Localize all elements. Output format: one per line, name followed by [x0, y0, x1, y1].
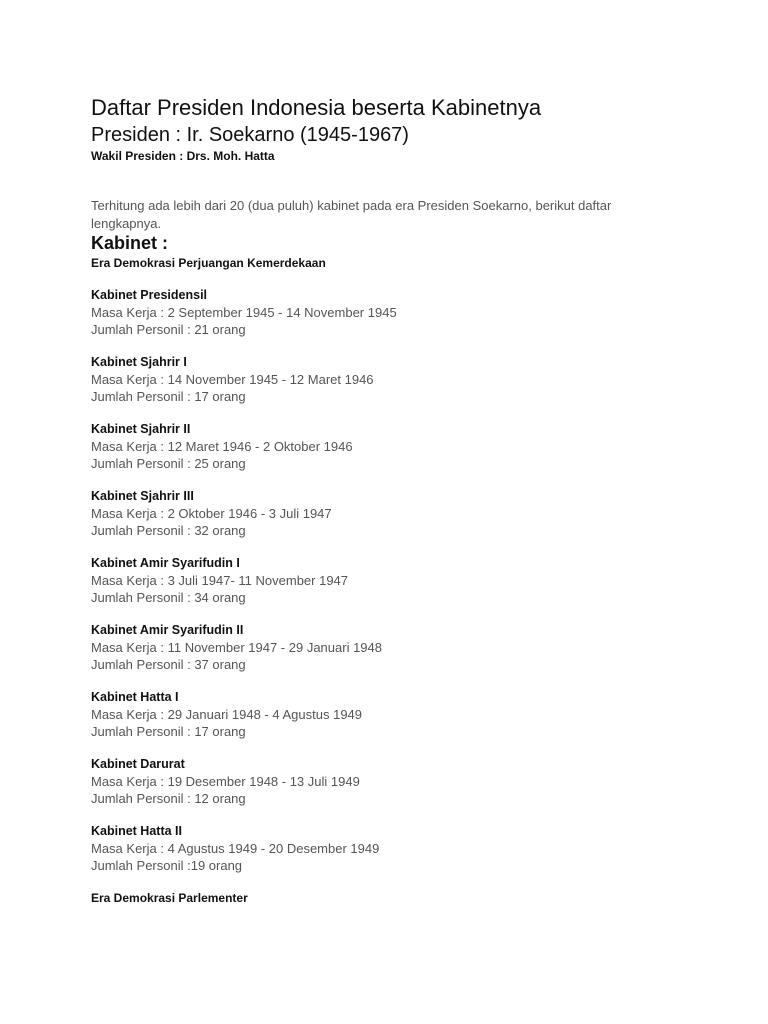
cabinet-personnel: Jumlah Personil :19 orang — [91, 858, 243, 873]
president-heading: Presiden : Ir. Soekarno (1945-1967) — [91, 124, 409, 146]
cabinet-term: Masa Kerja : 11 November 1947 - 29 Januari 1948 — [91, 640, 382, 655]
cabinet-name: Kabinet Amir Syarifudin II — [91, 623, 244, 637]
cabinet-personnel: Jumlah Personil : 25 orang — [91, 456, 246, 471]
cabinet-entry — [91, 488, 691, 539]
kabinet-heading: Kabinet : — [91, 233, 169, 253]
cabinet-entry — [91, 823, 691, 874]
cabinet-entry — [91, 354, 691, 405]
cabinet-personnel: Jumlah Personil : 12 orang — [91, 791, 246, 806]
cabinet-personnel: Jumlah Personil : 37 orang — [91, 657, 246, 672]
era-heading-parlementer: Era Demokrasi Parlementer — [91, 891, 248, 905]
cabinet-term: Masa Kerja : 3 Juli 1947- 11 November 1947 — [91, 573, 349, 588]
intro-paragraph: Terhitung ada lebih dari 20 (dua puluh) kabinet pada era Presiden Soekarno, berikut daftar lengkapnya. — [91, 198, 612, 231]
cabinet-personnel: Jumlah Personil : 32 orang — [91, 523, 246, 538]
cabinet-term: Masa Kerja : 2 September 1945 - 14 November 1945 — [91, 305, 397, 320]
cabinet-list — [91, 287, 691, 874]
cabinet-personnel: Jumlah Personil : 17 orang — [91, 389, 246, 404]
cabinet-entry — [91, 689, 691, 740]
era-heading-perjuangan: Era Demokrasi Perjuangan Kemerdekaan — [91, 256, 326, 270]
cabinet-entry — [91, 421, 691, 472]
cabinet-name: Kabinet Hatta II — [91, 824, 182, 838]
cabinet-name: Kabinet Darurat — [91, 757, 185, 771]
cabinet-personnel: Jumlah Personil : 17 orang — [91, 724, 246, 739]
page-title: Daftar Presiden Indonesia beserta Kabinetnya — [91, 95, 542, 120]
cabinet-entry — [91, 287, 691, 338]
document-body — [91, 94, 691, 906]
cabinet-entry — [91, 622, 691, 673]
cabinet-name: Kabinet Hatta I — [91, 690, 179, 704]
cabinet-name: Kabinet Sjahrir III — [91, 489, 194, 503]
cabinet-term: Masa Kerja : 2 Oktober 1946 - 3 Juli 1947 — [91, 506, 332, 521]
cabinet-name: Kabinet Presidensil — [91, 288, 208, 302]
cabinet-personnel: Jumlah Personil : 34 orang — [91, 590, 246, 605]
cabinet-personnel: Jumlah Personil : 21 orang — [91, 322, 246, 337]
vice-president-line: Wakil Presiden : Drs. Moh. Hatta — [91, 149, 275, 163]
cabinet-entry — [91, 756, 691, 807]
cabinet-term: Masa Kerja : 4 Agustus 1949 - 20 Desember 1949 — [91, 841, 380, 856]
cabinet-name: Kabinet Sjahrir I — [91, 355, 187, 369]
cabinet-term: Masa Kerja : 14 November 1945 - 12 Maret 1946 — [91, 372, 374, 387]
cabinet-term: Masa Kerja : 29 Januari 1948 - 4 Agustus 1949 — [91, 707, 363, 722]
cabinet-name: Kabinet Sjahrir II — [91, 422, 191, 436]
cabinet-term: Masa Kerja : 19 Desember 1948 - 13 Juli 1949 — [91, 774, 360, 789]
cabinet-term: Masa Kerja : 12 Maret 1946 - 2 Oktober 1946 — [91, 439, 353, 454]
cabinet-entry — [91, 555, 691, 606]
cabinet-name: Kabinet Amir Syarifudin I — [91, 556, 240, 570]
